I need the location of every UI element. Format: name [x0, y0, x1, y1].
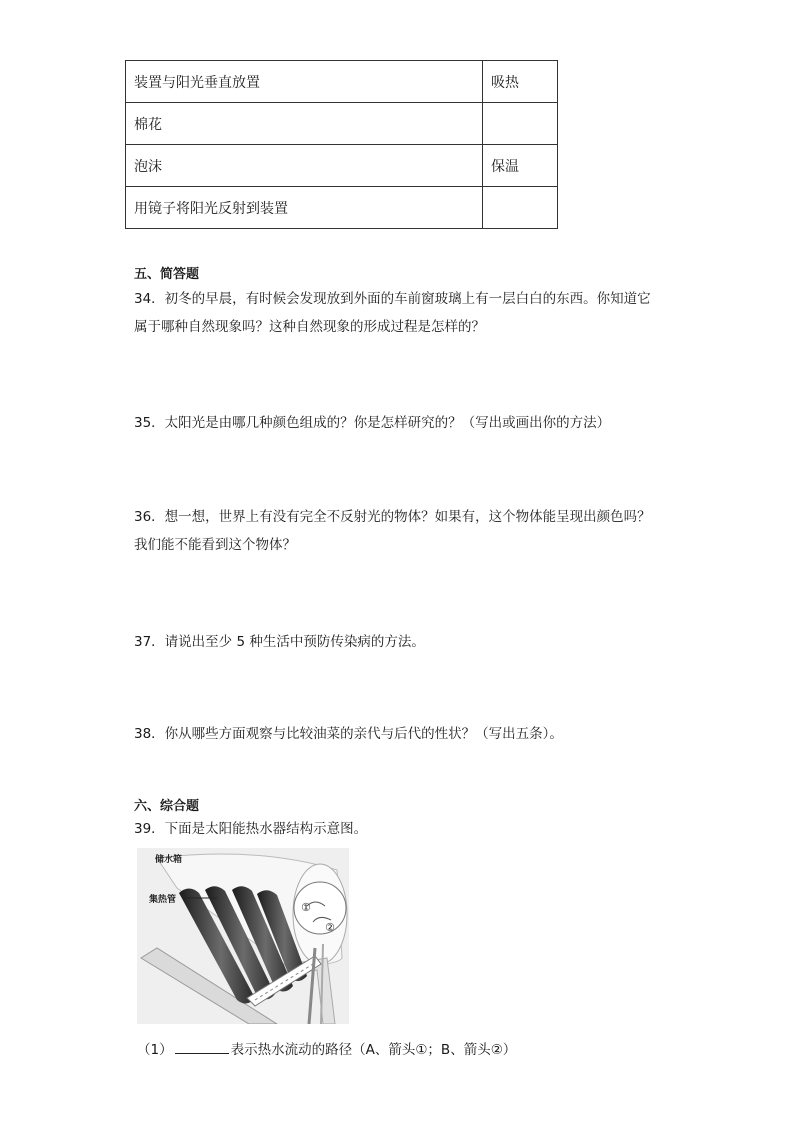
table-cell: 棉花: [126, 103, 483, 145]
table-cell: [483, 103, 558, 145]
solar-water-heater-diagram: [137, 848, 349, 1024]
solar-heater-illustration: [137, 848, 349, 1024]
table-row: [126, 145, 558, 187]
question-35: 35．太阳光是由哪几种颜色组成的？你是怎样研究的？（写出或画出你的方法）: [134, 415, 611, 431]
table-cell: 用镜子将阳光反射到装置: [126, 187, 483, 229]
section-title-short-answer: 五、简答题: [134, 267, 200, 282]
question-text: 我们能不能看到这个物体？: [134, 537, 296, 553]
table-cell: 泡沫: [126, 145, 483, 187]
label-storage-tank: 储水箱: [155, 855, 183, 865]
question-36: [134, 503, 694, 559]
sub-question-number: （1）: [137, 1042, 173, 1058]
question-39-sub1: [137, 1038, 516, 1058]
question-37: 37．请说出至少 5 种生活中预防传染病的方法。: [134, 634, 425, 650]
table-row: [126, 61, 558, 103]
table-row: [126, 187, 558, 229]
table-cell: 保温: [483, 145, 558, 187]
question-34: [134, 285, 694, 341]
question-39: 39．下面是太阳能热水器结构示意图。: [134, 821, 368, 837]
question-text: 34．初冬的早晨，有时候会发现放到外面的车前窗玻璃上有一层白白的东西。你知道它: [134, 291, 651, 307]
label-collector-tube: 集热管: [149, 895, 177, 905]
marker-arrow-1: ①: [301, 901, 311, 914]
answer-blank[interactable]: [175, 1039, 229, 1054]
table-cell: [483, 187, 558, 229]
table-cell: 吸热: [483, 61, 558, 103]
sub-question-text: 表示热水流动的路径（A、箭头①；B、箭头②）: [230, 1042, 517, 1058]
section-title-comprehensive: 六、综合题: [134, 799, 200, 814]
material-table: [125, 60, 558, 229]
question-text: 属于哪种自然现象吗？这种自然现象的形成过程是怎样的？: [134, 319, 485, 335]
marker-arrow-2: ②: [325, 921, 335, 934]
question-38: 38．你从哪些方面观察与比较油菜的亲代与后代的性状？（写出五条）。: [134, 726, 563, 742]
question-text: 36．想一想，世界上有没有完全不反射光的物体？如果有，这个物体能呈现出颜色吗？: [134, 509, 651, 525]
table-cell: 装置与阳光垂直放置: [126, 61, 483, 103]
table-row: [126, 103, 558, 145]
